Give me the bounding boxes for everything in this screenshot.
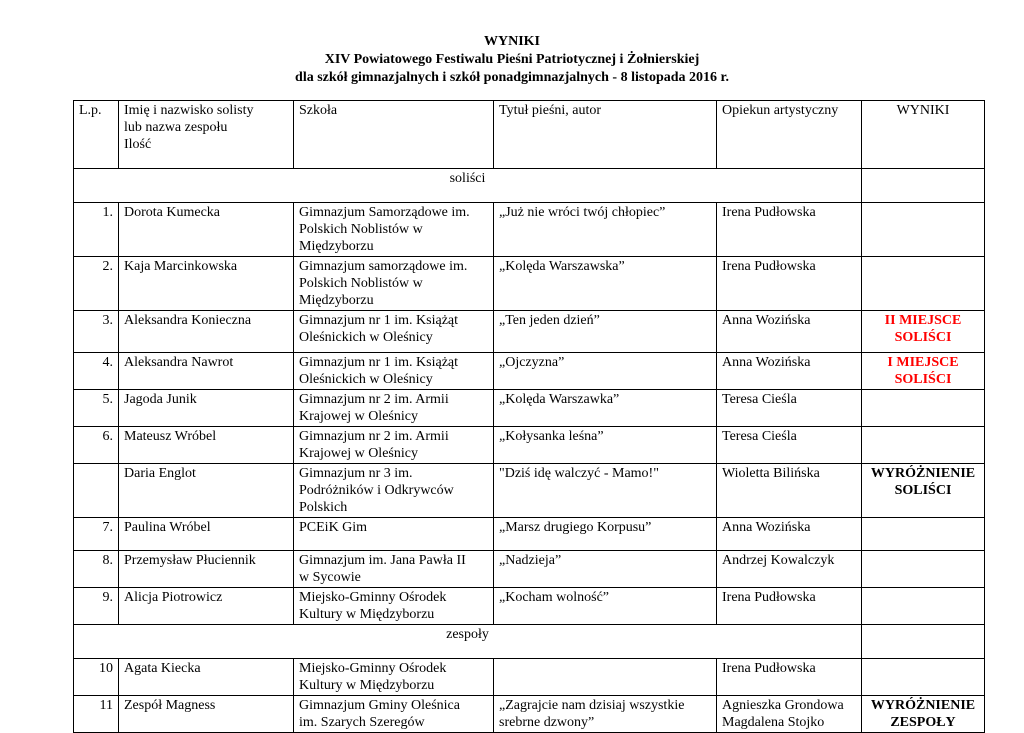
table-row <box>74 464 985 518</box>
school-cell <box>294 203 494 257</box>
song-title-line: „Ojczyzna” <box>499 355 565 370</box>
result-cell <box>862 588 985 625</box>
song-title-line: „Kolęda Warszawka” <box>499 392 620 407</box>
result-line: WYRÓŻNIENIE <box>870 466 976 481</box>
teacher-line: Wioletta Bilińska <box>722 466 820 481</box>
school-cell <box>294 659 494 696</box>
teacher-line: Irena Pudłowska <box>722 661 816 676</box>
school-line: Oleśnickich w Oleśnicy <box>299 372 433 387</box>
song-title-line: „Marsz drugiego Korpusu” <box>499 520 652 535</box>
teacher-line: Magdalena Stojko <box>722 715 825 730</box>
lp-cell <box>74 311 119 353</box>
section-label: zespoły <box>74 625 862 659</box>
school-line: Gimnazjum Samorządowe im. <box>299 205 470 220</box>
lp-cell <box>74 551 119 588</box>
school-cell <box>294 588 494 625</box>
table-row <box>74 353 985 390</box>
song-title-cell <box>494 659 717 696</box>
lp-cell <box>74 257 119 311</box>
teacher-line: Irena Pudłowska <box>722 590 816 605</box>
song-title-line: „Kolęda Warszawska” <box>499 259 625 274</box>
header-title: WYNIKI <box>483 34 540 49</box>
teacher-line: Anna Wozińska <box>722 355 811 370</box>
school-cell <box>294 353 494 390</box>
teacher-cell <box>717 659 862 696</box>
result-line: WYRÓŻNIENIE <box>870 698 976 713</box>
teacher-cell <box>717 696 862 733</box>
school-line: Gimnazjum nr 2 im. Armii <box>299 392 449 407</box>
school-cell <box>294 311 494 353</box>
table-row <box>74 518 985 551</box>
school-line: Gimnazjum im. Jana Pawła II <box>299 553 466 568</box>
teacher-cell <box>717 353 862 390</box>
name-cell <box>119 659 294 696</box>
result-cell <box>862 696 985 733</box>
results-table <box>73 100 985 733</box>
school-line: Oleśnickich w Oleśnicy <box>299 330 433 345</box>
section-row-soloists <box>74 169 985 203</box>
song-title-line: „Zagrajcie nam dzisiaj wszystkie <box>499 698 685 713</box>
name-cell <box>119 427 294 464</box>
name-cell <box>119 588 294 625</box>
teacher-line: Andrzej Kowalczyk <box>722 553 835 568</box>
lp-cell <box>74 427 119 464</box>
header-cell-lp: L.p. <box>74 101 119 169</box>
section-result-cell <box>862 169 985 203</box>
name-cell <box>119 464 294 518</box>
lp-value: 5. <box>102 392 113 407</box>
song-title-line: „Już nie wróci twój chłopiec” <box>499 205 666 220</box>
result-line: I MIEJSCE <box>887 355 959 370</box>
teacher-line: Agnieszka Grondowa <box>722 698 844 713</box>
result-cell <box>862 659 985 696</box>
soloist-name: Kaja Marcinkowska <box>124 259 238 274</box>
lp-value: 11 <box>99 698 113 713</box>
song-title-cell <box>494 427 717 464</box>
soloist-name: Mateusz Wróbel <box>124 429 217 444</box>
song-title-cell <box>494 311 717 353</box>
song-title-cell <box>494 464 717 518</box>
song-title-cell <box>494 696 717 733</box>
song-title-line: srebrne dzwony” <box>499 715 595 730</box>
table-row <box>74 696 985 733</box>
teacher-line: Teresa Cieśla <box>722 429 797 444</box>
school-line: im. Szarych Szeregów <box>299 715 425 730</box>
school-cell <box>294 464 494 518</box>
name-cell <box>119 551 294 588</box>
name-cell <box>119 353 294 390</box>
name-cell <box>119 390 294 427</box>
song-title-line: „Kocham wolność” <box>499 590 610 605</box>
teacher-cell <box>717 203 862 257</box>
lp-value: 3. <box>102 313 113 328</box>
name-cell <box>119 311 294 353</box>
school-line: Podróżników i Odkrywców <box>299 483 454 498</box>
lp-cell <box>74 464 119 518</box>
school-line: Gimnazjum nr 2 im. Armii <box>299 429 449 444</box>
table-row <box>74 588 985 625</box>
song-title-cell <box>494 551 717 588</box>
teacher-line: Anna Wozińska <box>722 520 811 535</box>
school-line: Polskich <box>299 500 348 515</box>
school-line: w Sycowie <box>299 570 361 585</box>
lp-cell <box>74 588 119 625</box>
teacher-line: Teresa Cieśla <box>722 392 797 407</box>
school-cell <box>294 696 494 733</box>
school-line: Miejsko-Gminny Ośrodek <box>299 590 447 605</box>
header-cell-teacher: Opiekun artystyczny <box>717 101 862 169</box>
school-line: Gimnazjum nr 1 im. Książąt <box>299 313 459 328</box>
soloist-name: Jagoda Junik <box>124 392 197 407</box>
lp-value: 6. <box>102 429 113 444</box>
result-cell <box>862 257 985 311</box>
section-result-cell <box>862 625 985 659</box>
header-cell-title: Tytuł pieśni, autor <box>494 101 717 169</box>
name-cell <box>119 257 294 311</box>
song-title-line: „Nadzieja” <box>499 553 562 568</box>
school-line: Gimnazjum Gminy Oleśnica <box>299 698 460 713</box>
song-title-cell <box>494 588 717 625</box>
lp-value: 7. <box>102 520 113 535</box>
school-line: Krajowej w Oleśnicy <box>299 409 418 424</box>
header-subtitle-2: dla szkół gimnazjalnych i szkół ponadgimnazjalnych - 8 listopada 2016 r. <box>295 70 729 85</box>
lp-value: 10 <box>99 661 113 676</box>
table-row <box>74 659 985 696</box>
song-title-line: „Kołysanka leśna” <box>499 429 604 444</box>
lp-cell <box>74 203 119 257</box>
result-line: II MIEJSCE <box>884 313 962 328</box>
lp-value: 2. <box>102 259 113 274</box>
soloist-name: Daria Englot <box>124 466 196 481</box>
school-cell <box>294 390 494 427</box>
school-line: PCEiK Gim <box>299 520 368 535</box>
document-header <box>0 33 1024 87</box>
name-cell <box>119 203 294 257</box>
school-line: Gimnazjum nr 1 im. Książąt <box>299 355 459 370</box>
soloist-name: Alicja Piotrowicz <box>124 590 223 605</box>
school-line: Gimnazjum nr 3 im. <box>299 466 413 481</box>
school-cell <box>294 427 494 464</box>
table-row <box>74 390 985 427</box>
school-line: Międzyborzu <box>299 293 374 308</box>
song-title-cell <box>494 518 717 551</box>
name-cell <box>119 518 294 551</box>
table-header-row <box>74 101 985 169</box>
song-title-cell <box>494 353 717 390</box>
name-cell <box>119 696 294 733</box>
result-cell <box>862 353 985 390</box>
section-label: soliści <box>74 169 862 203</box>
teacher-cell <box>717 518 862 551</box>
soloist-name: Aleksandra Konieczna <box>124 313 252 328</box>
school-line: Polskich Noblistów w <box>299 222 423 237</box>
school-line: Gimnazjum samorządowe im. <box>299 259 468 274</box>
result-cell <box>862 464 985 518</box>
result-line: ZESPOŁY <box>890 715 956 730</box>
school-line: Kultury w Międzyborzu <box>299 607 435 622</box>
table-row <box>74 551 985 588</box>
song-title-line: "Dziś idę walczyć - Mamo!" <box>499 466 659 481</box>
result-line: SOLIŚCI <box>894 330 952 345</box>
school-line: Miejsko-Gminny Ośrodek <box>299 661 447 676</box>
soloist-name: Aleksandra Nawrot <box>124 355 234 370</box>
school-cell <box>294 518 494 551</box>
header-subtitle: XIV Powiatowego Festiwalu Pieśni Patriotycznej i Żołnierskiej <box>324 52 700 67</box>
teacher-cell <box>717 427 862 464</box>
lp-value: 8. <box>102 553 113 568</box>
school-line: Kultury w Międzyborzu <box>299 678 435 693</box>
soloist-name: Przemysław Płuciennik <box>124 553 256 568</box>
result-line: SOLIŚCI <box>894 372 952 387</box>
lp-value: 9. <box>102 590 113 605</box>
song-title-cell <box>494 390 717 427</box>
teacher-cell <box>717 390 862 427</box>
song-title-cell <box>494 203 717 257</box>
soloist-name: Dorota Kumecka <box>124 205 221 220</box>
school-line: Międzyborzu <box>299 239 374 254</box>
header-cell-school: Szkoła <box>294 101 494 169</box>
soloist-name: Paulina Wróbel <box>124 520 211 535</box>
result-cell <box>862 390 985 427</box>
table-row <box>74 427 985 464</box>
lp-cell <box>74 696 119 733</box>
result-cell <box>862 311 985 353</box>
header-cell-result: WYNIKI <box>862 101 985 169</box>
section-row-groups <box>74 625 985 659</box>
lp-cell <box>74 659 119 696</box>
teacher-line: Anna Wozińska <box>722 313 811 328</box>
school-cell <box>294 551 494 588</box>
song-title-cell <box>494 257 717 311</box>
school-cell <box>294 257 494 311</box>
teacher-line: Irena Pudłowska <box>722 259 816 274</box>
school-line: Krajowej w Oleśnicy <box>299 446 418 461</box>
school-line: Polskich Noblistów w <box>299 276 423 291</box>
teacher-cell <box>717 257 862 311</box>
soloist-name: Zespół Magness <box>124 698 216 713</box>
result-cell <box>862 203 985 257</box>
table-row <box>74 257 985 311</box>
table-row <box>74 203 985 257</box>
teacher-cell <box>717 311 862 353</box>
teacher-cell <box>717 464 862 518</box>
result-cell <box>862 551 985 588</box>
teacher-line: Irena Pudłowska <box>722 205 816 220</box>
teacher-cell <box>717 551 862 588</box>
table-row <box>74 311 985 353</box>
result-cell <box>862 427 985 464</box>
lp-value: 1. <box>102 205 113 220</box>
result-line: SOLIŚCI <box>894 483 952 498</box>
header-cell-name: Imię i nazwisko solisty lub nazwa zespołu Ilość <box>119 101 294 169</box>
result-cell <box>862 518 985 551</box>
song-title-line: „Ten jeden dzień” <box>499 313 600 328</box>
lp-cell <box>74 390 119 427</box>
teacher-cell <box>717 588 862 625</box>
lp-value: 4. <box>102 355 113 370</box>
soloist-name: Agata Kiecka <box>124 661 201 676</box>
lp-cell <box>74 518 119 551</box>
lp-cell <box>74 353 119 390</box>
